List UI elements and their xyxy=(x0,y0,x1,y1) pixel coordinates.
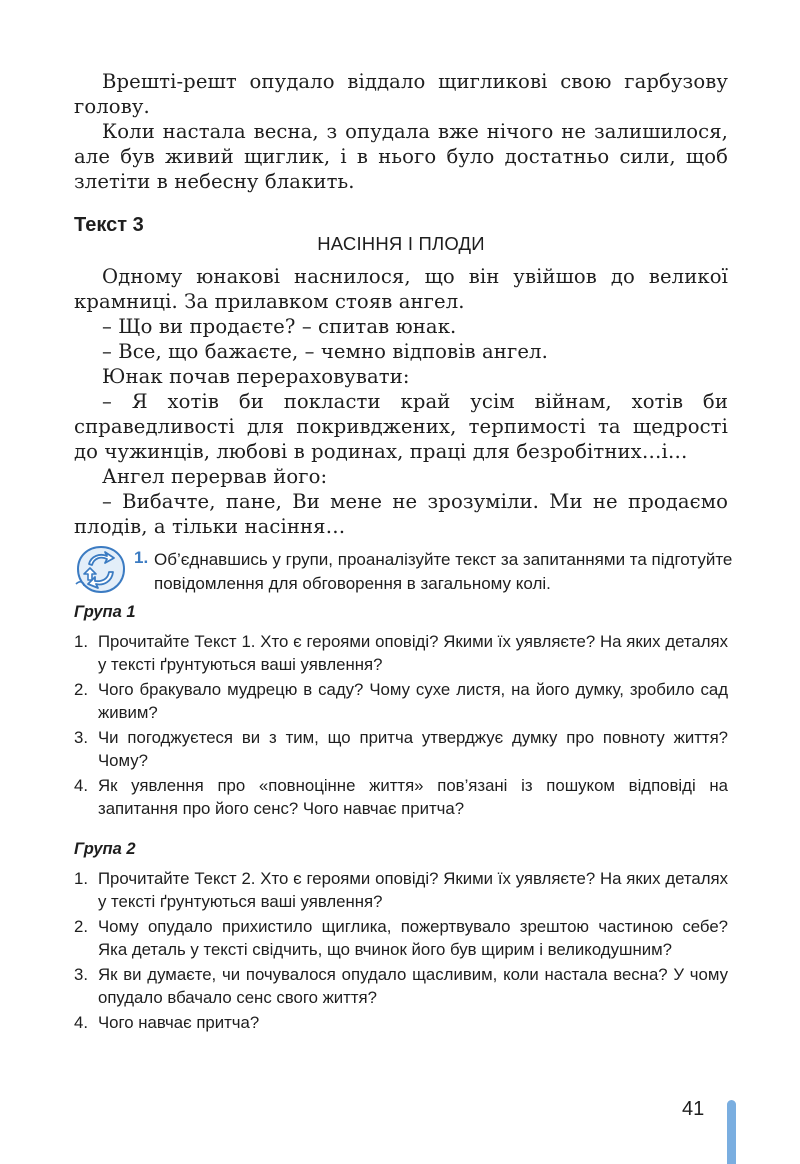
text-3-title: НАСІННЯ І ПЛОДИ xyxy=(317,233,485,254)
question-text: Як уявлення про «повноцінне життя» пов’язані із пошуком відповіді на запитання про його сенс? Чого навчає притча? xyxy=(98,776,728,818)
question-item xyxy=(74,678,728,724)
text-3-label: Текст 3 xyxy=(74,214,144,236)
paragraph: Юнак почав перераховувати: xyxy=(102,365,410,388)
page-number: 41 xyxy=(682,1098,705,1120)
task-number: 1. xyxy=(134,548,149,567)
paragraph: Одному юнакові наснилося, що він увійшов до великої крамниці. За прилавком стояв ангел. xyxy=(74,265,728,313)
question-text: Прочитайте Текст 1. Хто є героями оповіді? Якими їх уявляєте? На яких деталях у тексті ґрунтуються ваші уявлення? xyxy=(98,632,728,674)
group-1-questions xyxy=(74,630,728,822)
question-number: 1. xyxy=(74,632,88,651)
task-text: Об’єднавшись у групи, проаналізуйте текст за запитаннями та підготуйте повідомлення для обговорення в загальному колі. xyxy=(154,550,733,593)
question-item xyxy=(74,726,728,772)
group-2-questions xyxy=(74,867,728,1036)
task-block xyxy=(74,540,734,596)
question-text: Чи погоджуєтеся ви з тим, що притча утверджує думку про повноту життя? Чому? xyxy=(98,728,728,770)
question-number: 4. xyxy=(74,1013,88,1032)
dialogue-line: – Вибачте, пане, Ви мене не зрозуміли. Ми не продаємо плодів, а тільки насіння… xyxy=(74,490,728,538)
paragraph: Коли настала весна, з опудала вже нічого не залишилося, але був живий щиглик, і в нього було достатньо сили, щоб злетіти в небесну блакить. xyxy=(74,120,728,193)
question-item xyxy=(74,1011,728,1034)
page-edge-bar xyxy=(727,1100,736,1164)
dialogue-line: – Що ви продаєте? – спитав юнак. xyxy=(102,315,457,338)
question-item xyxy=(74,630,728,676)
question-number: 4. xyxy=(74,776,88,795)
question-text: Прочитайте Текст 2. Хто є героями оповіді? Якими їх уявляєте? На яких деталях у тексті ґрунтуються ваші уявлення? xyxy=(98,869,728,911)
paragraph: Ангел перервав його: xyxy=(102,465,328,488)
paragraph: Врешті-решт опудало віддало щигликові свою гарбузову голову. xyxy=(74,70,728,118)
group-1-title: Група 1 xyxy=(74,603,136,621)
question-number: 3. xyxy=(74,965,88,984)
story-ending xyxy=(74,69,728,194)
question-text: Чого бракувало мудрецю в саду? Чому сухе листя, на його думку, зробило сад живим? xyxy=(98,680,728,722)
question-number: 1. xyxy=(74,869,88,888)
question-text: Чому опудало прихистило щиглика, пожертвувало зрештою частиною себе? Яка деталь у тексті свідчить, що вчинок його був щирим і великодушним? xyxy=(98,917,728,959)
question-item xyxy=(74,915,728,961)
group-discussion-icon xyxy=(74,544,128,596)
group-2-title: Група 2 xyxy=(74,840,136,858)
dialogue-line: – Все, що бажаєте, – чемно відповів ангел. xyxy=(102,340,548,363)
question-number: 2. xyxy=(74,917,88,936)
question-item xyxy=(74,963,728,1009)
question-number: 2. xyxy=(74,680,88,699)
dialogue-line: – Я хотів би покласти край усім війнам, хотів би справедливості для покривджених, терпимості та щедрості до чужинців, любові в родинах, праці для безробітних…і… xyxy=(74,390,728,463)
question-number: 3. xyxy=(74,728,88,747)
question-item xyxy=(74,774,728,820)
text-3-body xyxy=(74,264,728,539)
question-text: Чого навчає притча? xyxy=(98,1013,260,1032)
question-item xyxy=(74,867,728,913)
question-text: Як ви думаєте, чи почувалося опудало щасливим, коли настала весна? У чому опудало вбачало сенс свого життя? xyxy=(98,965,728,1007)
